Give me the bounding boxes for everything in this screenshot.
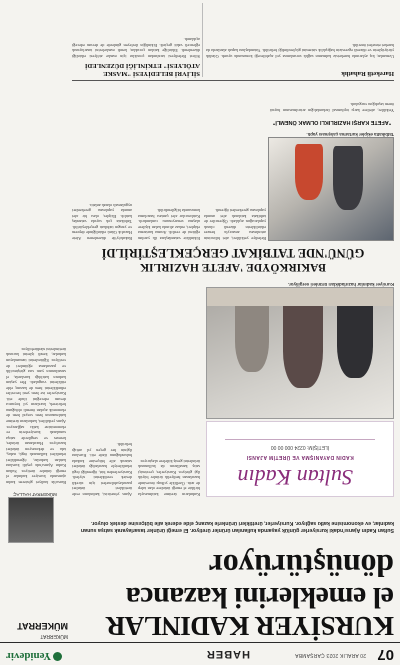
date-line: 20 ARALIK 2023 ÇARŞAMBA bbox=[294, 652, 366, 658]
byline bbox=[6, 621, 68, 639]
second-story-column-4: Yetkililer, afetlere karşı toplumsal farkındalığın artırılmasının hayati önem taşıdığını vurguladı. bbox=[270, 102, 394, 113]
second-story-column-2: Etkinlikte vatandaşlara ilk yardım eğitimi de verildi. Arama kurtarma ekipleri, enkaz altında kalan kişilere ulaşma senaryosunu canlandırdı. Katılımcılar afet çantası hazırlama konusunda bilgilendirildi. bbox=[138, 208, 200, 241]
bottom-left-text: Uzmanlar, kış aylarında hareketsiz kalmanın sağlık sorunlarına yol açabileceği konusunda uyardı. Günlük yürüyüşlerin ve düzenli egzersizin bağışıklık sistemini güçlendirdiği belirtildi. Vatandaşlara kapalı alanlarda da hareket etmeleri önerildi. bbox=[206, 42, 394, 59]
photo-figure bbox=[337, 298, 373, 378]
main-headline-line-1: KURSİYER KADINLAR bbox=[106, 611, 394, 641]
photo-figure bbox=[333, 146, 363, 210]
photo-figure bbox=[283, 296, 323, 388]
tatbikat-photo bbox=[268, 137, 394, 241]
page-number: 07 bbox=[377, 646, 394, 663]
main-story-column-2: Ajans yöneticisi, kadınların evde ürettikleri ürünleri pazarlayabilmeleri için sürekli destek verdiklerini söyledi. Kursiyerlerden biri, öğrendiği örgü teknikleriyle hazırladığı ürünleri satarak aile bütçesine katkıda bulunduğunu ifade etti. Kurslara ilginin her geçen yıl arttığı belirtildi. bbox=[72, 442, 132, 497]
ad-divider bbox=[225, 439, 375, 440]
second-photo-caption: Tatbikatta ekipler kurtarma çalışması yaptı. bbox=[306, 132, 394, 137]
section-name: HABER bbox=[205, 648, 250, 660]
ad-phone: İLETİŞİM: 0224 000 00 00 bbox=[270, 444, 330, 450]
second-story-column-1: Bakırköy'de düzenlenen Afete Hazırlık Günü etkinliğinde deprem ve yangın tatbikatı gerçekleştirildi. Tatbikata çok sayıda vatandaş katıldı. Ekipler, olası bir afet anında yapılması gerekenleri uygulamalı olarak anlattı. bbox=[72, 202, 132, 241]
second-headline-line-2: GÜNÜ'NDE TATBİKAT GERÇEKLEŞTİRİLDİ bbox=[101, 245, 365, 260]
main-headline bbox=[76, 550, 394, 639]
bottom-right-text: Silivri Belediyesi tarafından çocuklar için maske atölyesi etkinliği düzenlendi. Etkinliğe katılan çocuklar, kendi maskelerini tasarlayarak eğlenceli vakit geçirdi. Etkinliğin ilerleyen günlerde de devam edeceği açıklandı. bbox=[72, 37, 200, 59]
second-story-headline bbox=[72, 245, 394, 273]
main-headline-line-3: dönüştürüyor bbox=[209, 548, 394, 584]
photo-caption: Kursiyer kadınlar hazırladıkları ürünleri sergiliyor. bbox=[287, 282, 394, 287]
masthead-dot-icon bbox=[53, 652, 62, 661]
photo-figure bbox=[235, 296, 269, 372]
masthead-text: Yenidevir bbox=[6, 650, 52, 662]
main-story-column-1: Bursa'da faaliyet gösteren kadın ajansında kursiyer kadınlar el emeği ürünler üretiyor. Sultan Kadın Ajansı'nda çeşitli kurslara katılan kadınlar, öğrendikleri teknikleri kullanarak örgü, nakış, takı ve dekorasyon ürünleri hazırlıyor. Hazırlanan ürünler, kermes ve sergilerde satışa sunularak kursiyerlerin ev ekonomisine katkı sağlanıyor. Ajans yetkilileri, kadınların üretime katılmasının hem sosyal hem de ekonomik açıdan önemli olduğunu belirterek, kursların yıl boyunca devam edeceğini ifade etti. Kursiyerler ise hem yeni beceriler edindiklerini hem de kazanç elde ettiklerini vurguladı. Her yaştan kadının katıldığı kurslarda, el sanatlarının yanı sıra girişimcilik ve pazarlama eğitimleri de veriliyor. Eğitimlerini tamamlayan kadınlar, kendi işlerini kurarak üretimlerini sürdürebiliyor. bbox=[6, 346, 66, 485]
reporter-photo bbox=[8, 497, 54, 543]
masthead-logo bbox=[6, 650, 62, 662]
page-header bbox=[0, 642, 400, 665]
kursiyer-photo bbox=[206, 287, 394, 419]
bottom-left-headline: Hareketli Rahatlık bbox=[341, 70, 394, 77]
bottom-right-headline: SİLİVRİ BELEDİYESİ "MASKE ATÖLYESİ" ETKİNLİĞİ DÜZENLEDİ bbox=[84, 62, 200, 77]
byline-label: MÜKERRAT bbox=[40, 633, 68, 639]
ad-subtitle: KADIN DAYANIŞMA VE ÜRETİM AJANSI bbox=[246, 454, 354, 460]
main-headline-line-2: el emeklerini kazanca bbox=[126, 581, 394, 614]
bottom-column-rule bbox=[202, 3, 203, 77]
second-headline-line-1: BAKIRKÖYDE 'AFETE HAZIRLIK bbox=[140, 261, 326, 273]
byline-name: MÜKERRAT bbox=[17, 621, 68, 631]
photo-figure bbox=[295, 144, 323, 200]
ajans-ad bbox=[206, 421, 394, 497]
ad-logo: Sultan Kadın bbox=[237, 465, 353, 490]
reporter-name: MÜKERRAT HALLAÇ bbox=[13, 492, 57, 497]
main-story-column-3: Kadınların üretime katılmasıyla birlikte el emeği ürünlere olan talep de arttı. Özellikle yılbaşı öncesinde hazırlanan hediyelik ürünler büyük ilgi görüyor. Kursiyerler, çevrimiçi satış kanallarını da kullanarak ürünlerini geniş kitlelere ulaştırıyor. bbox=[138, 458, 200, 497]
main-story-spot: Sultan Kadın Ajansı'ndaki kursiyerler günlük yaşamda kullanılan ürünler üretiyor. El emeği ürünler tasarlayarak satışa sunan kadınlar, ev ekonomisine katkı sağlıyor. Kursiyerler, ürettikleri ürünlerle kazanç elde ederek aile bütçesine destek oluyor. bbox=[80, 520, 394, 533]
photo-table bbox=[207, 288, 393, 306]
second-story-column-3: Belediye yetkilileri, afet bilincinin artırılması amacıyla benzer etkinliklerin düzenli olarak yapılacağını açıkladı. Öğrenciler de tatbikata katılarak afet anında yapılması gerekenleri öğrendi. bbox=[204, 208, 266, 241]
second-story-subhead: "AFETE KARŞI HAZIRLIKLI OLMAK ÖNEMLİ" bbox=[272, 119, 392, 125]
bottom-divider bbox=[72, 80, 394, 81]
